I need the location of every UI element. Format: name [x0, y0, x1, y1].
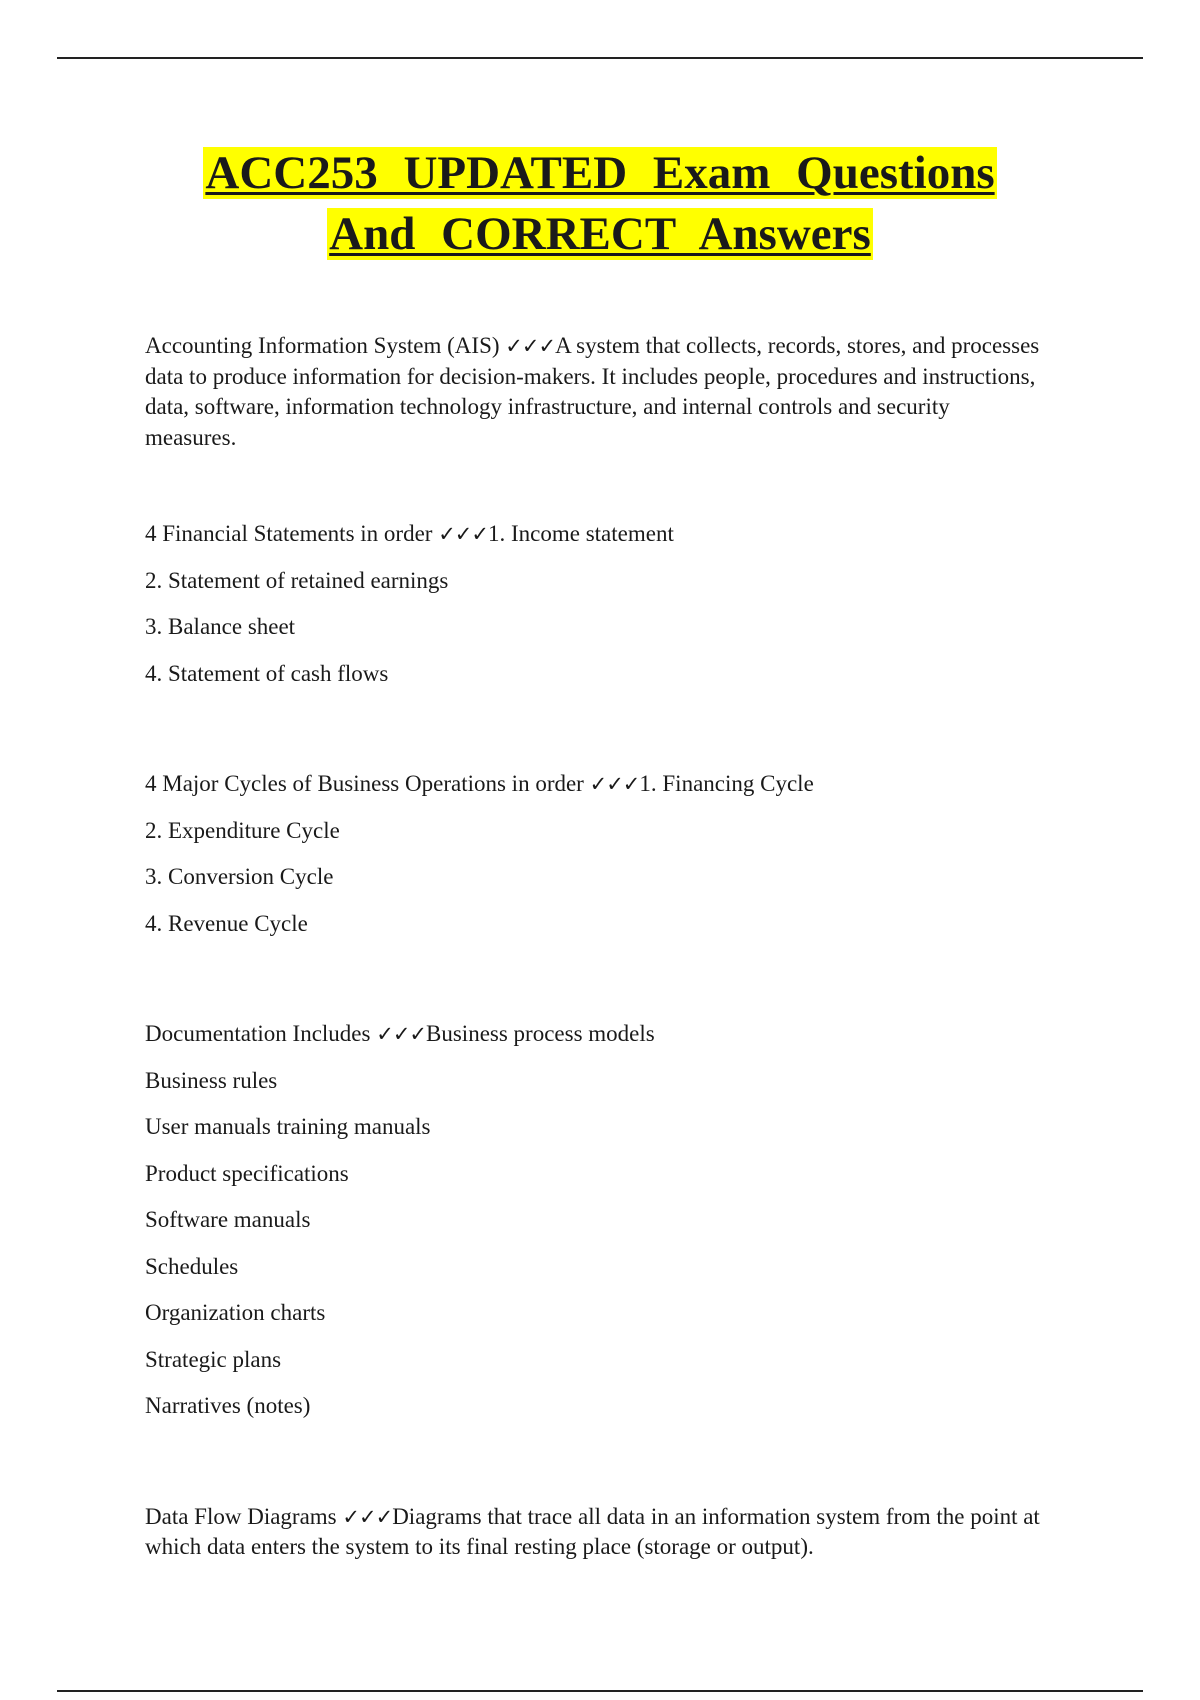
answer-text: 1. Income statement — [487, 521, 674, 546]
entry-spacer — [145, 955, 1045, 1019]
answer-text: A system that collects, records, stores, and processes data to produce information for decision-makers. It includes people, procedures and instructions, data, software, information technology infrastructure, and internal controls and security measures. — [145, 333, 1040, 450]
checkmark-icon: ✓✓✓ — [438, 522, 488, 546]
checkmark-icon: ✓✓✓ — [505, 334, 556, 358]
list-item: Business rules — [145, 1067, 278, 1093]
list-item: User manuals training manuals — [145, 1114, 431, 1139]
qa-entry — [145, 519, 1045, 566]
list-item: Strategic plans — [145, 1346, 282, 1372]
entry-spacer — [145, 1438, 1045, 1502]
list-item: 4. Revenue Cycle — [145, 910, 308, 936]
checkmark-icon: ✓✓✓ — [376, 1022, 427, 1046]
answer-text: 1. Financing Cycle — [639, 771, 814, 796]
qa-entry — [145, 1502, 1045, 1563]
entry-spacer — [145, 453, 1045, 519]
checkmark-icon: ✓✓✓ — [342, 1504, 393, 1529]
question-term: Accounting Information System (AIS) — [145, 333, 506, 358]
qa-entry — [145, 1019, 1045, 1066]
footer-rule — [57, 1690, 1143, 1692]
qa-entry — [145, 331, 1045, 453]
list-item: Schedules — [145, 1253, 239, 1279]
answer-text: Business process models — [426, 1021, 655, 1046]
list-item: Organization charts — [145, 1300, 326, 1325]
list-item: 3. Balance sheet — [145, 614, 296, 639]
question-term: Data Flow Diagrams — [145, 1503, 343, 1529]
title-line-2: And CORRECT Answers — [329, 208, 871, 260]
title-line-1: ACC253 UPDATED Exam Questions — [205, 147, 995, 199]
question-term: 4 Financial Statements in order — [145, 521, 439, 546]
answer-text: Diagrams that trace all data in an information system from the point at which data enters the system to its final resting place (storage or output). — [145, 1503, 1040, 1559]
list-item: Narratives (notes) — [145, 1393, 311, 1418]
list-item: 2. Expenditure Cycle — [145, 817, 340, 843]
question-term: Documentation Includes — [145, 1021, 377, 1046]
entry-spacer — [145, 705, 1045, 769]
list-item: 4. Statement of cash flows — [145, 660, 389, 686]
list-item: Software manuals — [145, 1207, 311, 1232]
document-body — [145, 331, 1045, 1563]
question-term: 4 Major Cycles of Business Operations in order — [145, 771, 590, 796]
list-item: 3. Conversion Cycle — [145, 864, 334, 889]
list-item: 2. Statement of retained earnings — [145, 567, 449, 593]
qa-entry — [145, 769, 1045, 816]
checkmark-icon: ✓✓✓ — [589, 772, 640, 796]
header-rule — [57, 57, 1143, 59]
list-item: Product specifications — [145, 1160, 349, 1186]
document-title — [0, 143, 1200, 265]
